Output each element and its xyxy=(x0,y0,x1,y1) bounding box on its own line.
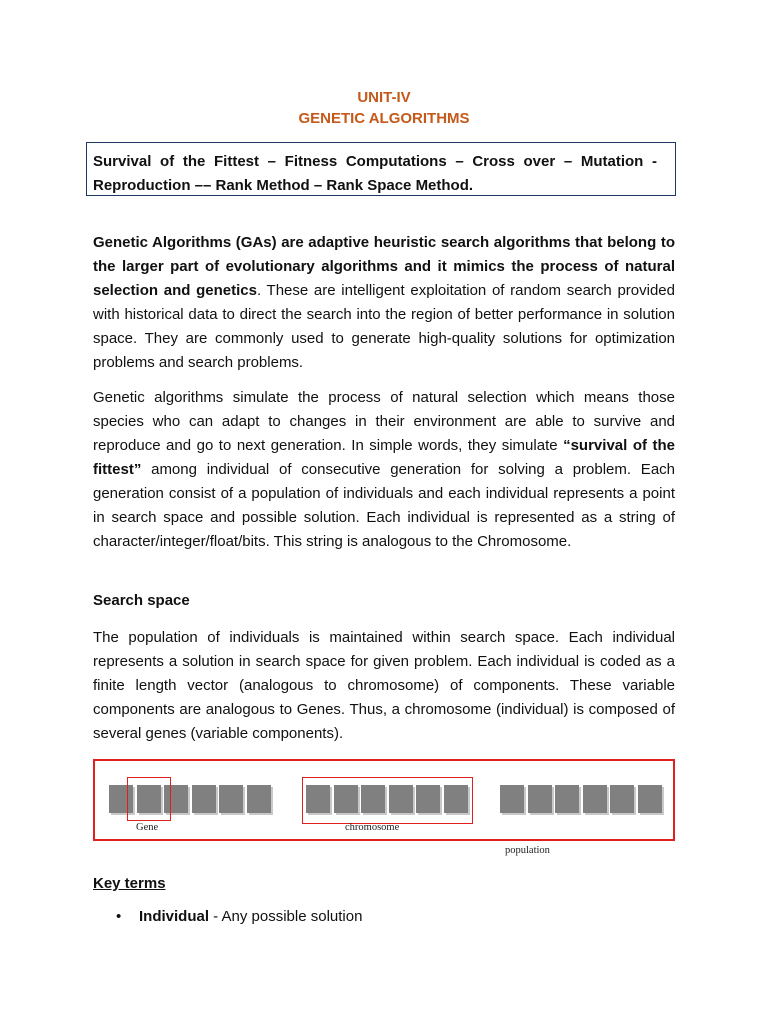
simulate-bold-quote: “survival of the fittest” xyxy=(93,437,675,478)
topics-box: Survival of the Fittest – Fitness Computations – Cross over – Mutation - Reproduction –– Rank Method – Rank Space Method. xyxy=(86,142,676,196)
gene-cell xyxy=(638,785,662,813)
chromosome-label: chromosome xyxy=(345,822,400,833)
gene-highlight-box xyxy=(127,777,171,821)
document-title: GENETIC ALGORITHMS xyxy=(298,110,470,127)
key-term-text xyxy=(139,908,362,925)
intro-bold-lead: Genetic Algorithms (GAs) are adaptive heuristic search algorithms that belong to the larger part of evolutionary algorithms and it mimics the process of natural selection and genetics xyxy=(93,234,675,299)
gene-chromosome-figure xyxy=(93,759,675,841)
gene-cell xyxy=(583,785,607,813)
unit-title: UNIT-IV xyxy=(357,89,411,106)
simulate-part-2: among individual of consecutive generation for solving a problem. Each generation consist of a population of individuals and each individual represents a point in search space and possible solution. Each individual is represented as a string of character/integer/float/bits. This string is analogous to the Chromosome. xyxy=(93,461,675,550)
search-space-paragraph: The population of individuals is maintained within search space. Each individual represents a solution in search space for given problem. Each individual is coded as a finite length vector (analogous to chromosome) of components. These variable components are analogous to Genes. Thus, a chromosome (individual) is composed of several genes (variable components). xyxy=(93,629,675,742)
key-term-definition: - Any possible solution xyxy=(209,908,363,925)
key-term-name: Individual xyxy=(139,908,210,925)
search-space-heading: Search space xyxy=(93,592,190,609)
gene-cell xyxy=(528,785,552,813)
gene-cell xyxy=(247,785,271,813)
gene-label: Gene xyxy=(136,822,159,833)
gene-cell xyxy=(610,785,634,813)
gene-cell xyxy=(555,785,579,813)
simulate-paragraph xyxy=(93,386,675,554)
gene-cell xyxy=(500,785,524,813)
key-terms-heading: Key terms xyxy=(93,875,166,892)
population-label: population xyxy=(505,845,550,856)
gene-cell xyxy=(219,785,243,813)
intro-paragraph xyxy=(93,231,675,375)
intro-rest: . These are intelligent exploitation of random search provided with historical data to direct the search into the region of better performance in solution space. They are commonly used to generate high-quality solutions for optimization problems and search problems. xyxy=(93,282,675,371)
simulate-part-1: Genetic algorithms simulate the process of natural selection which means those species who can adapt to changes in their environment are able to survive and reproduce and go to next generation. In simple words, they simulate xyxy=(93,389,675,454)
bullet-icon: • xyxy=(116,908,122,925)
chromosome-highlight-box xyxy=(302,777,473,824)
gene-cell xyxy=(192,785,216,813)
